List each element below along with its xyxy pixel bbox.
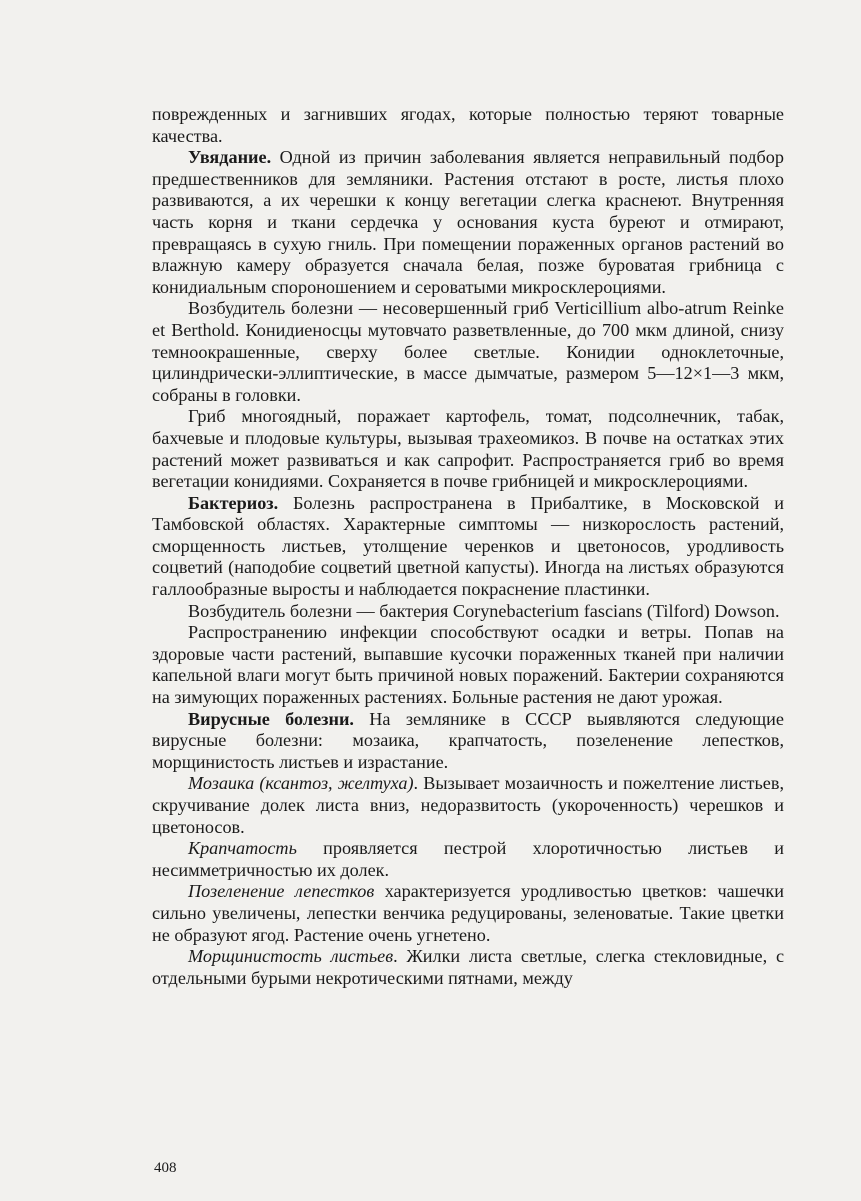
paragraph (152, 147, 784, 298)
paragraph (152, 406, 784, 492)
paragraph (152, 709, 784, 774)
paragraph-text: характеризуется уродливостью цветков: чашечки сильно увеличены, лепестки венчика редуцированы, зеленоватые. Такие цветки не образуют ягод. Растение очень угнетено. (152, 881, 784, 945)
subsection-heading: Крапчатость (188, 838, 297, 859)
page-body (152, 104, 784, 989)
subsection-heading: Позеленение лепестков (188, 881, 375, 902)
subsection-heading: Морщинистость листьев (188, 946, 394, 967)
paragraph (152, 622, 784, 708)
paragraph-text: На землянике в СССР выявляются следующие вирусные болезни: мозаика, крапчатость, позеленение лепестков, морщинистость листьев и израстание. (152, 708, 784, 772)
paragraph (152, 881, 784, 946)
paragraph-text: Возбудитель болезни — несовершенный гриб Verticillium albo-atrum Reinke et Berthold. Конидиеносцы мутовчато разветвленные, до 700 мкм длиной, снизу темноокрашенные, сверху более светлые. Конидии одноклеточные, цилиндрически-эллиптические, в массе дымчатые, размером 5—12×1—3 мкм, собраны в головки. (152, 298, 784, 405)
paragraph (152, 493, 784, 601)
section-heading: Увядание. (188, 147, 272, 168)
paragraph-text: Гриб многоядный, поражает картофель, томат, подсолнечник, табак, бахчевые и плодовые культуры, вызывая трахеомикоз. В почве на остатках этих растений может развиваться и как сапрофит. Распространяется гриб во время вегетации конидиями. Сохраняется в почве грибницей и микросклероциями. (152, 406, 784, 492)
paragraph (152, 773, 784, 838)
paragraph-text: проявляется пестрой хлоротичностью листьев и несимметричностью их долек. (152, 838, 784, 880)
paragraph-text: . Вызывает мозаичность и пожелтение листьев, скручивание долек листа вниз, недоразвитость (укороченность) черешков и цветоносов. (152, 773, 784, 837)
subsection-heading: Мозаика (ксантоз, желтуха) (188, 773, 414, 794)
paragraph (152, 601, 784, 623)
paragraph (152, 946, 784, 989)
paragraph-text: поврежденных и загнивших ягодах, которые полностью теряют товарные качества. (152, 104, 784, 146)
paragraph (152, 298, 784, 406)
paragraph-text: Возбудитель болезни — бактерия Corynebacterium fascians (Tilford) Dowson. (188, 600, 780, 621)
paragraph-text: Болезнь распространена в Прибалтике, в Московской и Тамбовской областях. Характерные симптомы — низкорослость растений, сморщенность листьев, утолщение черенков и цветоносов, уродливость соцветий (наподобие соцветий цветной капусты). Иногда на листьях образуются галлообразные выросты и наблюдается покраснение пластинки. (152, 492, 784, 600)
section-heading: Вирусные болезни. (188, 708, 354, 729)
paragraph (152, 104, 784, 147)
paragraph-text: . Жилки листа светлые, слегка стекловидные, с отдельными бурыми некротическими пятнами, между (152, 946, 785, 988)
section-heading: Бактериоз. (188, 492, 279, 513)
paragraph-text: Распространению инфекции способствуют осадки и ветры. Попав на здоровые части растений, выпавшие кусочки пораженных тканей при наличии капельной влаги могут быть причиной новых поражений. Бактерии сохраняются на зимующих пораженных растениях. Больные растения не дают урожая. (152, 622, 784, 708)
page-number: 408 (154, 1160, 177, 1176)
paragraph-text: Одной из причин заболевания является неправильный подбор предшественников для земляники. Растения отстают в росте, листья плохо развиваются, а их черешки к концу вегетации слегка краснеют. Внутренняя часть корня и ткани сердечка у основания куста буреют и отмирают, превращаясь в сухую гниль. При помещении пораженных органов растений во влажную камеру образуется сначала белая, позже буроватая грибница с конидиальным спороношением и сероватыми микросклероциями. (152, 147, 784, 297)
paragraph (152, 838, 784, 881)
